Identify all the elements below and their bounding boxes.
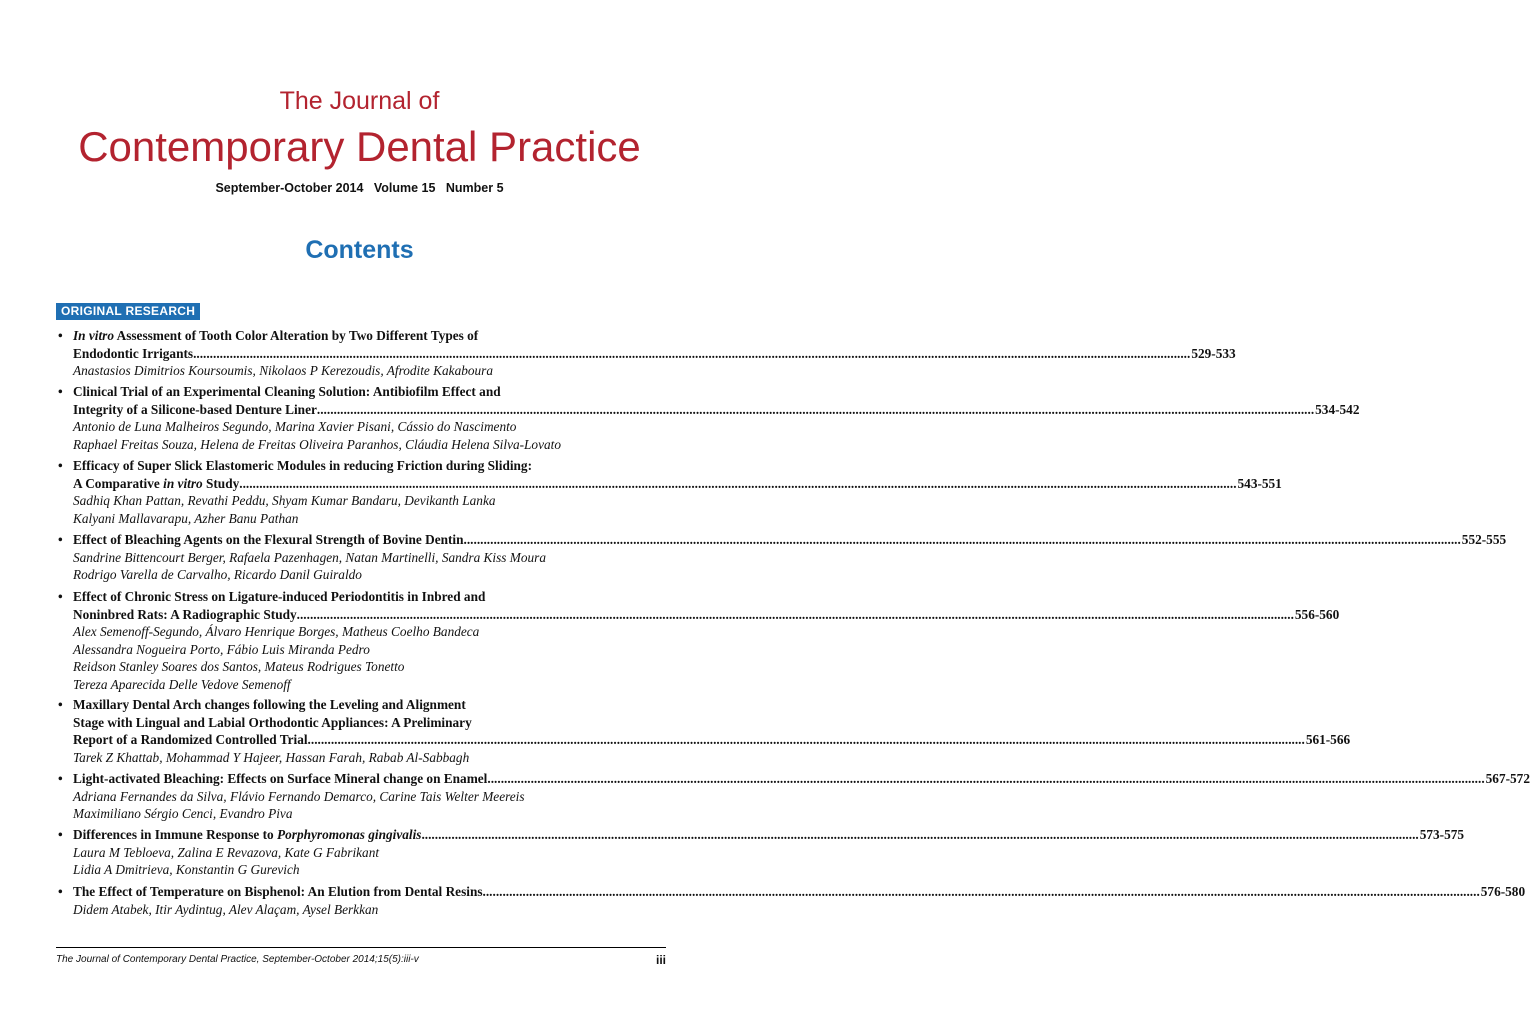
bullet-icon: • — [58, 827, 63, 842]
page-range: 567-572 — [1485, 771, 1530, 786]
article-entry[interactable] — [56, 588, 1340, 693]
article-authors: Alessandra Nogueira Porto, Fábio Luis Miranda Pedro — [73, 641, 370, 657]
article-authors: Tereza Aparecida Delle Vedove Semenoff — [73, 676, 291, 692]
leader-dots: ............................................................................................................................................................................................................................................................................................................ — [421, 827, 1419, 842]
leader-dots: ............................................................................................................................................................................................................................................................................................................ — [487, 771, 1485, 786]
article-title-end: Integrity of a Silicone-based Denture Liner — [73, 401, 317, 417]
contents-heading: Contents — [305, 236, 414, 264]
article-title-line: Clinical Trial of an Experimental Cleaning Solution: Antibiofilm Effect and — [73, 384, 501, 399]
article-title-last-line — [73, 401, 1360, 419]
article-title-last-line — [73, 345, 1236, 363]
page-range: 534-542 — [1315, 401, 1360, 417]
page-range: 561-566 — [1305, 732, 1351, 747]
issue-info: September-October 2014 Volume 15 Number 5 — [215, 181, 504, 195]
leader-dots: ............................................................................................................................................................................................................................................................................................................ — [193, 345, 1191, 361]
article-title-last-line — [73, 770, 1530, 788]
footer-page-number: iii — [655, 953, 666, 967]
article-title-end: Endodontic Irrigants — [73, 345, 194, 361]
article-authors: Reidson Stanley Soares dos Santos, Mateus Rodrigues Tonetto — [73, 659, 405, 674]
article-entry[interactable] — [56, 327, 1236, 380]
article-entry[interactable] — [56, 826, 1465, 879]
article-entry[interactable] — [56, 531, 1507, 584]
footer-citation: The Journal of Contemporary Dental Practice, September-October 2014;15(5):iii-v — [56, 954, 419, 965]
italic-term: Porphyromonas gingivalis — [277, 827, 422, 842]
footer-rule — [56, 947, 666, 948]
article-authors: Tarek Z Khattab, Mohammad Y Hajeer, Hassan Farah, Rabab Al-Sabbagh — [73, 749, 470, 765]
article-authors: Raphael Freitas Souza, Helena de Freitas Oliveira Paranhos, Cláudia Helena Silva-Lovato — [73, 436, 561, 452]
bullet-icon: • — [58, 771, 63, 786]
article-title-italic: In vitro — [73, 328, 115, 343]
article-authors: Kalyani Mallavarapu, Azher Banu Pathan — [73, 510, 299, 526]
page-range: 556-560 — [1294, 606, 1340, 622]
journal-title-main: Contemporary Dental Practice — [78, 123, 641, 170]
article-title-last-line — [73, 883, 1526, 901]
article-title-last-line — [73, 606, 1340, 624]
bullet-icon: • — [58, 328, 63, 343]
article-authors: Antonio de Luna Malheiros Segundo, Marina Xavier Pisani, Cássio do Nascimento — [73, 419, 517, 434]
page-range: 576-580 — [1480, 884, 1526, 899]
article-title-end: The Effect of Temperature on Bisphenol: An Elution from Dental Resins — [73, 884, 483, 899]
journal-title-top: The Journal of — [279, 87, 440, 115]
bullet-icon: • — [58, 458, 63, 473]
article-entry[interactable] — [56, 383, 1360, 453]
article-authors: Anastasios Dimitrios Koursoumis, Nikolaos P Kerezoudis, Afrodite Kakaboura — [73, 363, 493, 378]
article-entry[interactable] — [56, 696, 1351, 766]
leader-dots: ............................................................................................................................................................................................................................................................................................................ — [307, 732, 1305, 747]
article-entry[interactable] — [56, 457, 1282, 527]
leader-dots: ............................................................................................................................................................................................................................................................................................................ — [316, 401, 1315, 417]
bullet-icon: • — [58, 884, 63, 899]
page-range: 552-555 — [1461, 532, 1507, 547]
article-title-end: Report of a Randomized Controlled Trial — [73, 732, 308, 747]
bullet-icon: • — [58, 384, 63, 399]
article-authors: Didem Atabek, Itir Aydintug, Alev Alaçam, Aysel Berkkan — [73, 901, 379, 917]
article-title-end: Light-activated Bleaching: Effects on Surface Mineral change on Enamel — [73, 771, 488, 786]
page-range: 543-551 — [1237, 475, 1282, 491]
article-authors: Sadhiq Khan Pattan, Revathi Peddu, Shyam Kumar Bandaru, Devikanth Lanka — [73, 493, 496, 508]
article-authors: Alex Semenoff-Segundo, Álvaro Henrique Borges, Matheus Coelho Bandeca — [73, 624, 480, 639]
article-entry[interactable] — [56, 883, 1526, 918]
leader-dots: ............................................................................................................................................................................................................................................................................................................ — [482, 884, 1480, 899]
article-title-end: Differences in Immune Response to Porphyromonas gingivalis — [73, 827, 422, 842]
article-authors: Lidia A Dmitrieva, Konstantin G Gurevich — [73, 862, 300, 877]
article-entry[interactable] — [56, 770, 1530, 823]
article-authors: Laura M Tebloeva, Zalina E Revazova, Kate G Fabrikant — [73, 844, 380, 860]
bullet-icon: • — [58, 532, 63, 547]
section-label-original-research: ORIGINAL RESEARCH — [56, 303, 200, 320]
article-title-line: Stage with Lingual and Labial Orthodontic Appliances: A Preliminary — [73, 714, 472, 730]
article-authors: Rodrigo Varella de Carvalho, Ricardo Danil Guiraldo — [73, 567, 362, 582]
leader-dots: ............................................................................................................................................................................................................................................................................................................ — [239, 475, 1237, 491]
leader-dots: ............................................................................................................................................................................................................................................................................................................ — [463, 532, 1461, 547]
page-range: 529-533 — [1191, 345, 1236, 361]
article-title-last-line — [73, 531, 1507, 549]
article-title-line: In vitro Assessment of Tooth Color Alteration by Two Different Types of — [73, 328, 479, 343]
article-title-line: Efficacy of Super Slick Elastomeric Modules in reducing Friction during Sliding: — [73, 458, 533, 473]
article-title-end: A Comparative in vitro Study — [73, 475, 240, 491]
italic-term: in vitro — [163, 475, 203, 491]
page-range: 573-575 — [1419, 827, 1465, 842]
article-title-line: Effect of Chronic Stress on Ligature-induced Periodontitis in Inbred and — [73, 589, 486, 604]
leader-dots: ............................................................................................................................................................................................................................................................................................................ — [296, 606, 1294, 622]
bullet-icon: • — [58, 589, 63, 604]
article-title-last-line — [73, 826, 1465, 844]
article-title-line: Maxillary Dental Arch changes following the Leveling and Alignment — [73, 697, 466, 712]
bullet-icon: • — [58, 697, 63, 712]
article-title-last-line — [73, 475, 1282, 493]
article-authors: Adriana Fernandes da Silva, Flávio Fernando Demarco, Carine Tais Welter Meereis — [73, 788, 525, 804]
article-title-end: Noninbred Rats: A Radiographic Study — [73, 606, 297, 622]
article-authors: Sandrine Bittencourt Berger, Rafaela Pazenhagen, Natan Martinelli, Sandra Kiss Moura — [73, 549, 546, 565]
article-authors: Maximiliano Sérgio Cenci, Evandro Piva — [73, 806, 293, 821]
article-title-end: Effect of Bleaching Agents on the Flexural Strength of Bovine Dentin — [73, 532, 464, 547]
article-title-last-line — [73, 731, 1351, 749]
